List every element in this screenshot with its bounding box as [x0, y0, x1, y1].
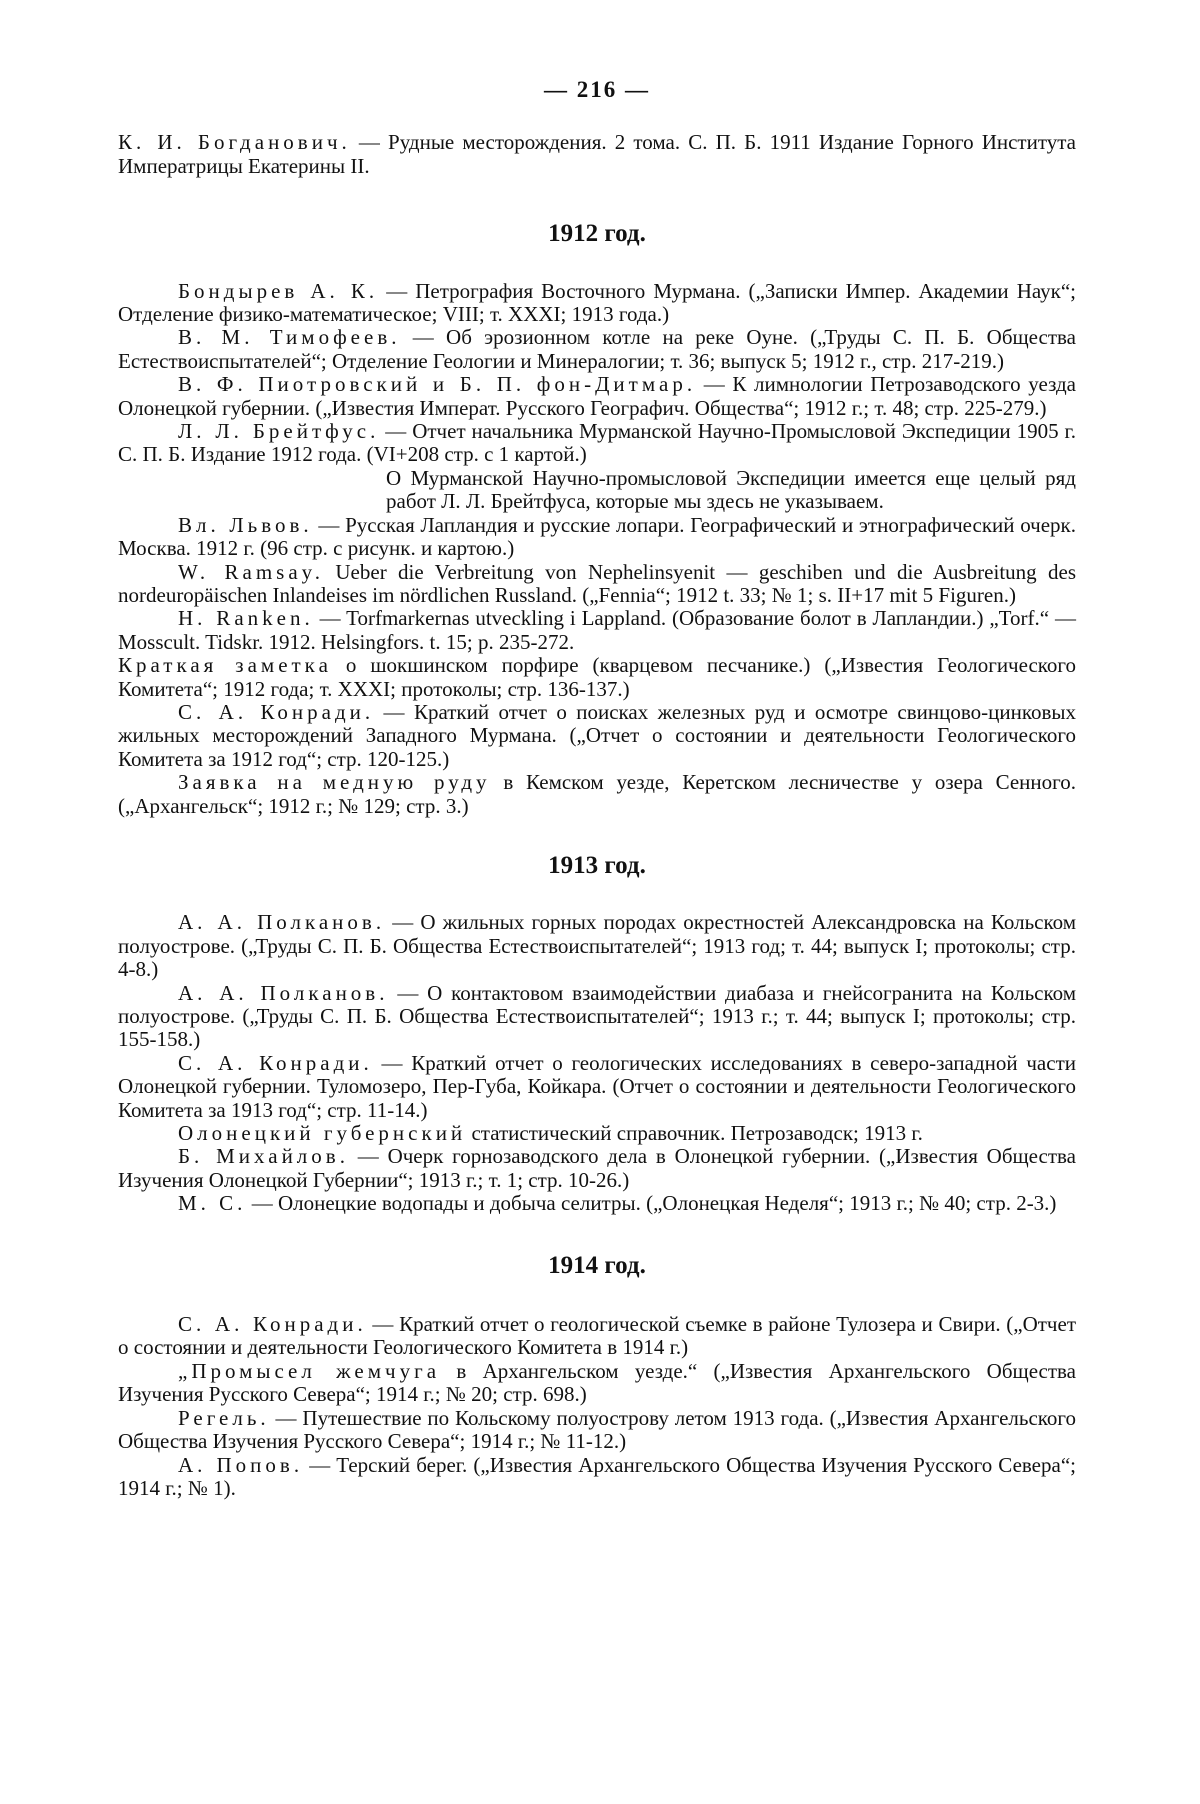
- entry-author: Б. Михайлов.: [178, 1144, 349, 1169]
- entry-author: А. А. Полканов.: [178, 910, 386, 935]
- entry-text: в Кемском уезде, Керетском лесничестве у озера Сенного. („Архангельск“; 1912 г.; № 129; стр. 3.): [118, 770, 1076, 818]
- page-number: — 216 —: [544, 77, 650, 102]
- entry-author: С. А. Конради.: [178, 1050, 373, 1075]
- entry-author: Олонецкий губернский: [178, 1121, 467, 1146]
- bibliography-entry: [118, 561, 1076, 608]
- bibliography-entry: [118, 280, 1076, 327]
- entry-text: — О контактовом взаимодействии диабаза и гнейсогранита на Кольском полуострове. („Труды С. П. Б. Общества Естествоиспытателей“; 1913 г.; т. 44; выпуск I; протоколы; стр. 155-158.): [118, 980, 1077, 1052]
- bibliography-entry: [118, 911, 1076, 981]
- bibliography-entry: [118, 1192, 1076, 1215]
- entry-author: „Промысел жемчуга: [178, 1358, 441, 1383]
- bibliography-entry: [118, 420, 1076, 467]
- entry-author: Вл. Львов.: [178, 512, 313, 537]
- entry-text: — Русская Лапландия и русские лопари. Географический и этнографический очерк. Москва. 1912 г. (96 стр. с рисунк. и картою.): [118, 512, 1076, 561]
- entry-author: H. Ranken.: [178, 606, 314, 631]
- entry-author: Бондырев А. К.: [178, 278, 379, 303]
- bibliography-entry: [118, 1122, 1076, 1145]
- entry-author: К. И. Богданович.: [118, 130, 351, 155]
- entry-author: А. Попов.: [178, 1452, 304, 1477]
- entry-text: — Очерк горнозаводского дела в Олонецкой губернии. („Известия Общества Изучения Олонецкой Губернии“; 1913 г.; т. 1; стр. 10-26.): [118, 1144, 1076, 1192]
- entry-text: — Краткий отчет о геологических исследованиях в северо-западной части Олонецкой губернии. Туломозеро, Пер-Губа, Койкара. (Отчет о состоянии и деятельности Геологического Комитета за 1913 год“; стр. 11-14.): [118, 1050, 1076, 1122]
- entry-text: — Torfmarkernas utveckling i Lappland. (Образование болот в Лапландии.) „Torf.“ — Mosscult. Tidskr. 1912. Helsingfors. t. 15; p. 235-272.: [118, 606, 1076, 654]
- entry-text: Ueber die Verbreitung von Nephelinsyenit — geschiben und die Ausbreitung des nordeuropäischen Inlandeises im nördlichen Russland. („Fennia“; 1912 t. 33; № 1; s. II+17 mit 5 Figuren.): [118, 559, 1076, 607]
- entry-author: Краткая заметка: [118, 653, 332, 678]
- entry-text: — Отчет начальника Мурманской Научно-Промысловой Экспедиции 1905 г. С. П. Б. Издание 1912 года. (VI+208 стр. с 1 картой.): [118, 419, 1077, 467]
- bibliography-entry: [118, 607, 1076, 654]
- entry-text: в Архангельском уезде.“ („Известия Архангельского Общества Изучения Русского Севера“; 1914 г.; № 20; стр. 698.): [118, 1358, 1076, 1407]
- bibliography-entry: [118, 1313, 1076, 1360]
- entry-author: М. С.: [178, 1191, 247, 1216]
- section-heading-1914: 1914 год.: [548, 1251, 646, 1279]
- entry-text: статистический справочник. Петрозаводск; 1913 г.: [466, 1121, 923, 1146]
- bibliography-entry: [118, 654, 1076, 701]
- entry-author: С. А. Конради.: [178, 699, 375, 724]
- bibliography-entry: [118, 701, 1076, 771]
- entry-author: А. А. Полканов.: [178, 980, 389, 1005]
- entry-author: W. Ramsay.: [178, 559, 325, 584]
- section-heading-1912: 1912 год.: [548, 220, 646, 248]
- entry-text: — К лимнологии Петрозаводского уезда Олонецкой губернии. („Известия Императ. Русского Географич. Общества“; 1912 г.; т. 48; стр. 225-279.): [118, 372, 1076, 420]
- bibliography-entry: [118, 326, 1076, 373]
- entry-text: — Об эрозионном котле на реке Оуне. („Труды С. П. Б. Общества Естествоиспытателей“; Отделение Геологии и Минералогии; т. 36; выпуск 5; 1912 г., стр. 217-219.): [118, 325, 1076, 373]
- entry-text: — Краткий отчет о поисках железных руд и осмотре свинцово-цинковых жильных месторождений Западного Мурмана. („Отчет о состоянии и деятельности Геологического Комитета за 1912 год“; стр. 120-125.): [118, 699, 1076, 771]
- bibliography-entry: [118, 1407, 1076, 1454]
- entry-author: В. Ф. Пиотровский и Б. П. фон-Дитмар.: [178, 372, 697, 397]
- bibliography-note: О Мурманской Научно-промысловой Экспедиции имеется еще целый ряд работ Л. Л. Брейтфуса, которые мы здесь не указываем.: [386, 465, 1076, 514]
- bibliography-entry: [118, 1360, 1076, 1407]
- bibliography-entry: [118, 1052, 1076, 1122]
- intro-entry: [118, 131, 1076, 178]
- entry-text: — Краткий отчет о геологической съемке в районе Тулозера и Свири. („Отчет о состоянии и деятельности Геологического Комитета в 1914 г.): [118, 1312, 1076, 1360]
- entry-text: — Терский берег. („Известия Архангельского Общества Изучения Русского Севера“; 1914 г.; № 1).: [118, 1452, 1076, 1500]
- entry-text: — Рудные месторождения. 2 тома. С. П. Б. 1911 Издание Горного Института Императрицы Екатерины II.: [118, 130, 1076, 178]
- bibliography-entry: [118, 1145, 1076, 1192]
- section-heading-1913: 1913 год.: [548, 851, 646, 879]
- entry-author: В. М. Тимофеев.: [178, 325, 401, 350]
- bibliography-entry: [118, 514, 1076, 561]
- bibliography-entry: [118, 1454, 1076, 1501]
- entry-text: — Олонецкие водопады и добыча селитры. („Олонецкая Неделя“; 1913 г.; № 40; стр. 2-3.): [246, 1191, 1057, 1216]
- entry-text: — Путешествие по Кольскому полуострову летом 1913 года. („Известия Архангельского Общества Изучения Русского Севера“; 1914 г.; № 11-12.): [118, 1405, 1076, 1454]
- entry-text: о шокшинском порфире (кварцевом песчанике.) („Известия Геологического Комитета“; 1912 года; т. XXXI; протоколы; стр. 136-137.): [118, 653, 1077, 701]
- bibliography-entry: [118, 771, 1076, 818]
- entry-author: С. А. Конради.: [178, 1312, 367, 1337]
- entry-text: — Петрография Восточного Мурмана. („Записки Импер. Академии Наук“; Отделение физико-математическое; VIII; т. XXXI; 1913 года.): [118, 278, 1076, 327]
- entry-author: Л. Л. Брейтфус.: [178, 419, 380, 444]
- entry-text: — О жильных горных породах окрестностей Александровска на Кольском полуострове. („Труды С. П. Б. Общества Естествоиспытателей“; 1913 год; т. 44; выпуск I; протоколы; стр. 4-8.): [118, 910, 1076, 982]
- bibliography-entry: [118, 373, 1076, 420]
- entry-author: Регель.: [178, 1405, 270, 1430]
- bibliography-entry: [118, 982, 1076, 1052]
- entry-author: Заявка на медную руду: [178, 770, 491, 795]
